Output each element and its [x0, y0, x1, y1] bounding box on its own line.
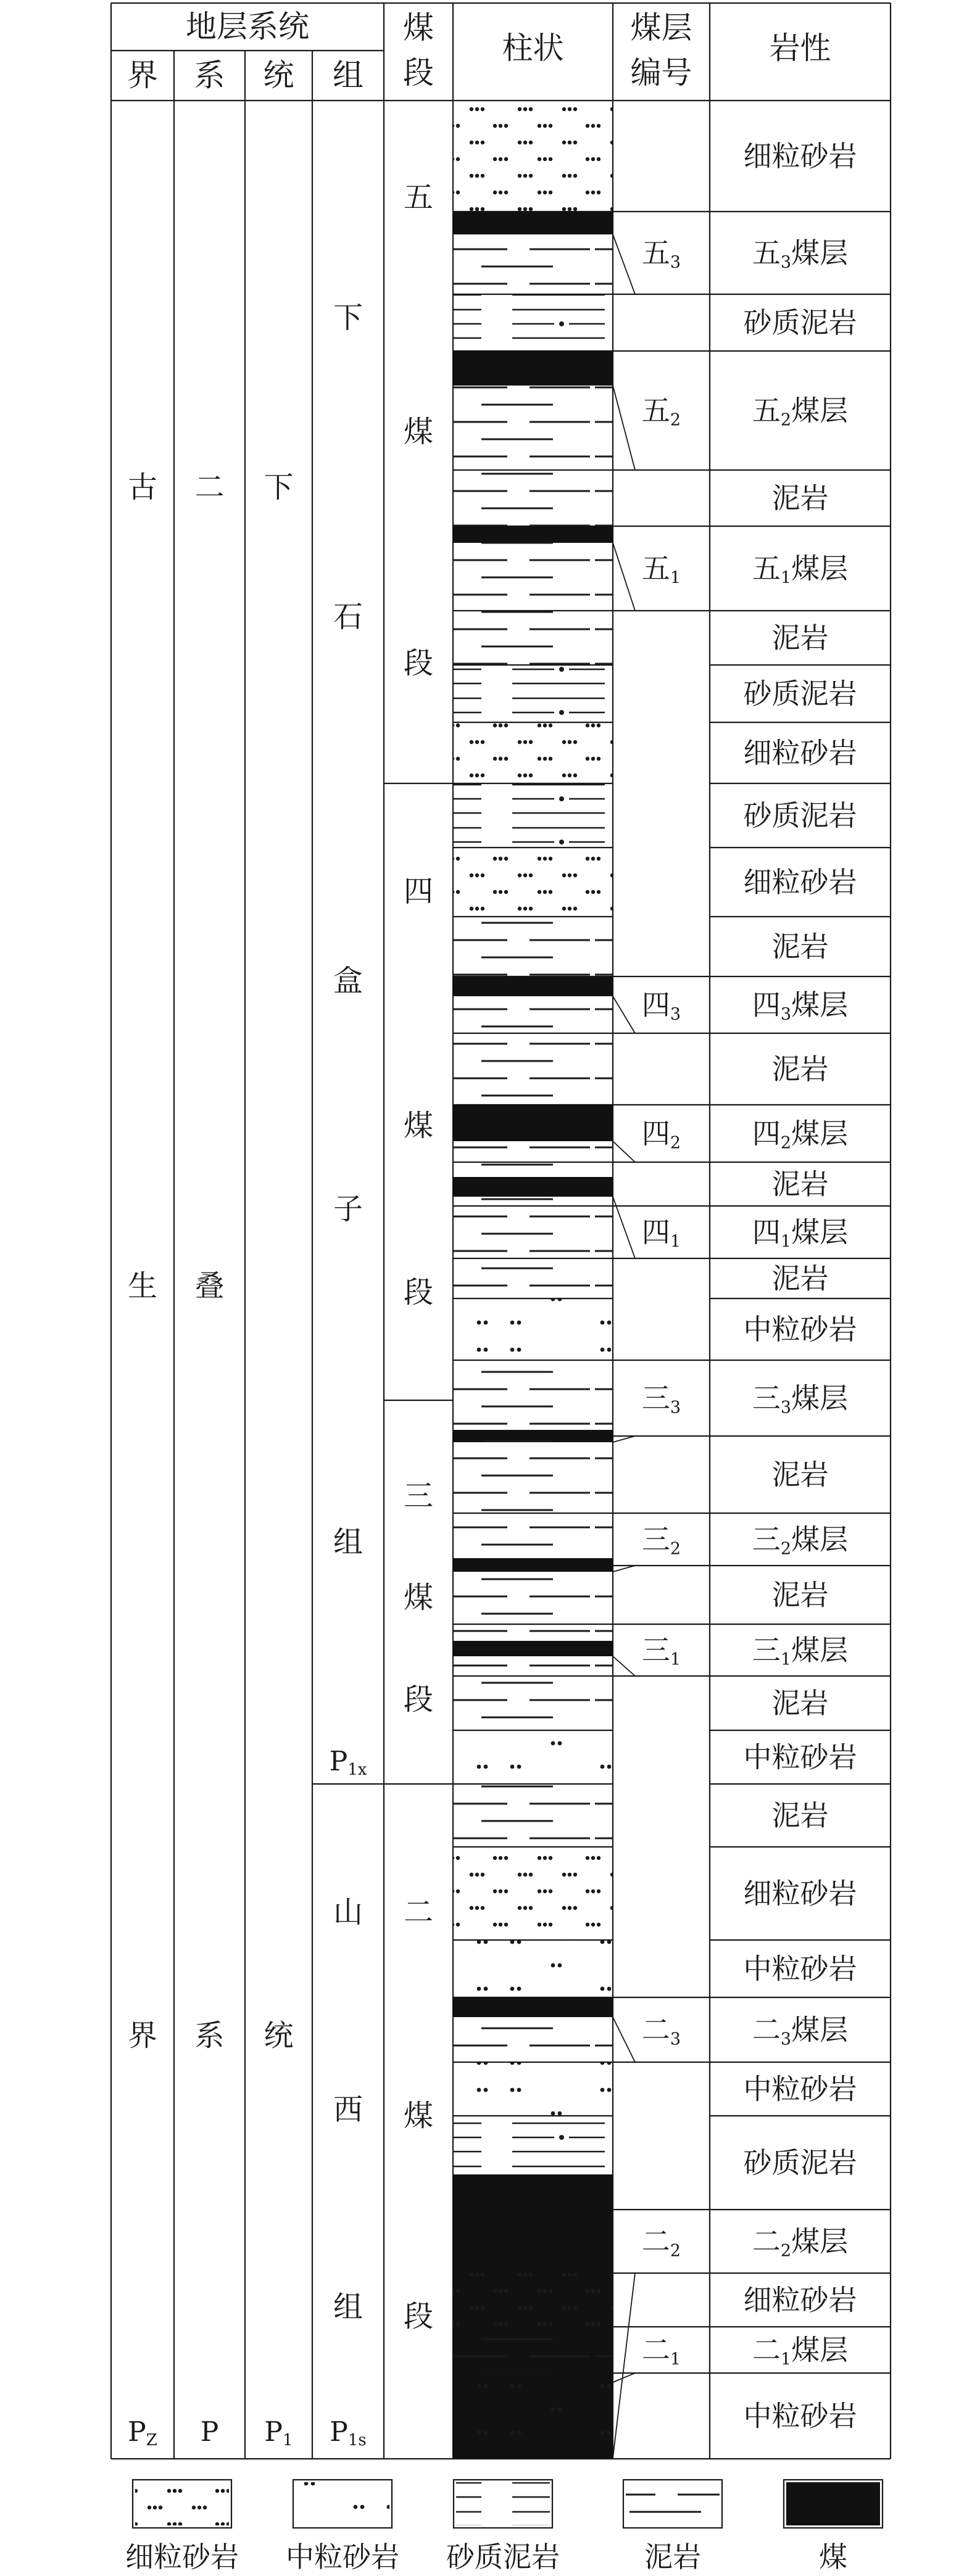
lithology-label: 四$_2$煤层 [752, 1117, 849, 1152]
group-char: 下 [333, 300, 363, 335]
lithology-label: 砂质泥岩 [743, 677, 857, 711]
lithology-label: 砂质泥岩 [743, 306, 857, 339]
lithology-label: 泥岩 [771, 1578, 829, 1612]
layer-coal [453, 2327, 613, 2373]
seam-number: 五$_3$ [641, 236, 681, 272]
header-lithology: 岩性 [769, 30, 831, 66]
coal-section-char: 二 [403, 1895, 434, 1930]
seam-number: 二$_3$ [641, 2013, 681, 2049]
coal-section-char: 三 [403, 1479, 434, 1513]
layer-fine [453, 1847, 613, 1940]
legend-swatch-coal [786, 2482, 880, 2525]
coal-section-char: 段 [403, 1275, 434, 1310]
lithology-label: 四$_3$煤层 [752, 988, 849, 1024]
lithology-label: 五$_3$煤层 [752, 236, 849, 272]
lithology-label: 中粒砂岩 [743, 1740, 857, 1774]
lithology-label: 三$_2$煤层 [752, 1522, 849, 1558]
group-code: $P_{1s}$ [330, 2416, 367, 2450]
lithology-label: 细粒砂岩 [743, 2283, 857, 2317]
header-jie: 界 [127, 57, 158, 93]
seam-leader [613, 1566, 635, 1572]
lithology-label: 五$_2$煤层 [752, 394, 849, 429]
layer-medium [453, 1730, 613, 1784]
layer-medium [453, 2062, 613, 2116]
seam-leader [613, 386, 635, 470]
lithology-label: 细粒砂岩 [743, 1876, 857, 1910]
lithology-label: 泥岩 [771, 1052, 829, 1086]
header-coal-section-2: 段 [403, 55, 434, 91]
lithology-label: 泥岩 [771, 1458, 829, 1492]
coal-section-char: 煤 [403, 415, 434, 449]
seam-leader [613, 234, 635, 294]
header-seam-no-2: 编号 [630, 55, 692, 91]
coal-band [453, 351, 613, 386]
lithology-label: 四$_1$煤层 [752, 1215, 849, 1251]
header-xi: 系 [194, 57, 225, 93]
legend-label: 泥岩 [644, 2540, 701, 2574]
legend [125, 2480, 883, 2574]
coal-band [453, 526, 613, 543]
lithology-label: 三$_1$煤层 [752, 1633, 849, 1669]
seam-leader [613, 2373, 635, 2382]
group-char: 组 [333, 1525, 363, 1559]
legend-swatch-medium [296, 2482, 389, 2525]
seam-number: 三$_1$ [641, 1633, 681, 1669]
lithology-label: 中粒砂岩 [743, 1313, 857, 1346]
lithology-label: 中粒砂岩 [743, 2072, 857, 2106]
seam-number: 五$_2$ [641, 394, 681, 429]
layer-silty [453, 665, 613, 722]
layer-mud [453, 470, 613, 526]
seam-leader [613, 2017, 635, 2062]
seam-number: 五$_1$ [641, 551, 681, 587]
lithology-label: 中粒砂岩 [743, 2399, 857, 2433]
coal-section-char: 五 [403, 180, 434, 215]
seam-number: 四$_3$ [641, 988, 681, 1024]
xi-char: 叠 [194, 1269, 225, 1303]
layer-mud [453, 1784, 613, 1847]
header-system-title: 地层系统 [186, 9, 309, 44]
jie-code: $P_Z$ [128, 2416, 157, 2450]
layer-mud [453, 1033, 613, 1105]
lithology-label: 泥岩 [771, 930, 829, 964]
xi-char: 二 [194, 470, 225, 505]
jie-char: 生 [127, 1269, 158, 1303]
lithology-label: 二$_1$煤层 [752, 2333, 849, 2369]
group-char: 西 [333, 2092, 363, 2127]
tong-char: 统 [264, 2018, 294, 2053]
coal-section-char: 四 [403, 874, 434, 909]
layer-mud [453, 917, 613, 976]
lithology-column [453, 101, 613, 2459]
layer-fine [453, 848, 613, 917]
layer-coal [453, 1513, 613, 1566]
coal-section-char: 煤 [403, 1580, 434, 1615]
coal-section-char: 煤 [403, 2099, 434, 2133]
lithology-label: 泥岩 [771, 481, 829, 515]
seam-number: 三$_3$ [641, 1381, 681, 1417]
coal-band [453, 976, 613, 996]
layer-fine [453, 722, 613, 783]
layer-fine [453, 101, 613, 212]
seam-leader [613, 1141, 635, 1162]
lithology-label: 五$_1$煤层 [752, 551, 849, 587]
seam-leader [613, 1656, 635, 1676]
lithology-label: 二$_2$煤层 [752, 2224, 849, 2260]
seam-leader [613, 543, 635, 611]
legend-swatch-mud [626, 2482, 720, 2525]
layer-mud [453, 1258, 613, 1298]
seam-leader [613, 1436, 635, 1442]
lithology-label: 泥岩 [771, 1799, 829, 1832]
coal-band [453, 212, 613, 234]
layer-mud [453, 1566, 613, 1624]
tong-code: $P_1$ [264, 2416, 293, 2450]
layer-medium [453, 2373, 613, 2459]
lithology-label: 细粒砂岩 [743, 865, 857, 899]
layer-medium [453, 1298, 613, 1360]
lithology-label: 砂质泥岩 [743, 799, 857, 832]
legend-swatch-fine [135, 2482, 229, 2525]
legend-label: 中粒砂岩 [286, 2540, 399, 2574]
coal-section-char: 段 [403, 646, 434, 680]
lithology-label: 砂质泥岩 [743, 2146, 857, 2179]
group-char: 盒 [333, 964, 363, 998]
layer-fine [453, 2273, 613, 2327]
lithology-label: 泥岩 [771, 1167, 829, 1201]
seam-number: 四$_1$ [641, 1215, 681, 1251]
jie-char: 古 [127, 470, 158, 505]
coal-section-char: 段 [403, 1682, 434, 1717]
header-coal-section-1: 煤 [403, 10, 434, 46]
seam-number: 四$_2$ [641, 1117, 681, 1152]
lithology-label: 泥岩 [771, 1261, 829, 1295]
layer-mud [453, 1436, 613, 1513]
xi-code: P [200, 2416, 219, 2448]
lithology-label: 泥岩 [771, 1686, 829, 1720]
coal-section-char: 煤 [403, 1108, 434, 1143]
lithology-label: 泥岩 [771, 621, 829, 654]
legend-swatch-silty [456, 2482, 550, 2525]
group-char: 组 [333, 2290, 363, 2324]
group-char: 石 [333, 600, 363, 634]
seam-number: 三$_2$ [641, 1522, 681, 1558]
layer-coal [453, 1206, 613, 1258]
legend-label: 煤 [819, 2540, 847, 2574]
lithology-label: 三$_3$煤层 [752, 1381, 849, 1417]
coal-band [453, 1105, 613, 1141]
legend-label: 砂质泥岩 [446, 2540, 560, 2574]
header-zu: 组 [333, 57, 363, 93]
coal-band [453, 1997, 613, 2017]
header-tong: 统 [263, 57, 294, 93]
group-code: $P_{1x}$ [329, 1745, 367, 1779]
group-char: 山 [333, 1895, 363, 1930]
coal-section-char: 段 [403, 2299, 434, 2334]
seam-leader [613, 996, 635, 1033]
layer-coal [453, 1360, 613, 1436]
xi-char: 系 [194, 2018, 225, 2053]
lithology-label: 中粒砂岩 [743, 1952, 857, 1986]
layer-mud [453, 611, 613, 665]
group-char: 子 [333, 1192, 363, 1226]
header-seam-no-1: 煤层 [630, 10, 692, 46]
layer-silty [453, 783, 613, 848]
seam-number: 二$_1$ [641, 2333, 681, 2369]
coal-band [453, 1641, 613, 1656]
coal-band [453, 1177, 613, 1197]
seam-leader [613, 2273, 635, 2458]
lithology-label: 二$_3$煤层 [752, 2013, 849, 2049]
legend-label: 细粒砂岩 [125, 2540, 239, 2574]
layer-silty [453, 294, 613, 351]
seam-number: 二$_2$ [641, 2224, 681, 2260]
lithology-label: 细粒砂岩 [743, 736, 857, 770]
header-column: 柱状 [502, 30, 564, 66]
layer-medium [453, 1940, 613, 1997]
layer-mud [453, 1676, 613, 1730]
tong-char: 下 [264, 470, 294, 505]
lithology-label: 细粒砂岩 [743, 139, 857, 173]
jie-char: 界 [127, 2018, 158, 2053]
